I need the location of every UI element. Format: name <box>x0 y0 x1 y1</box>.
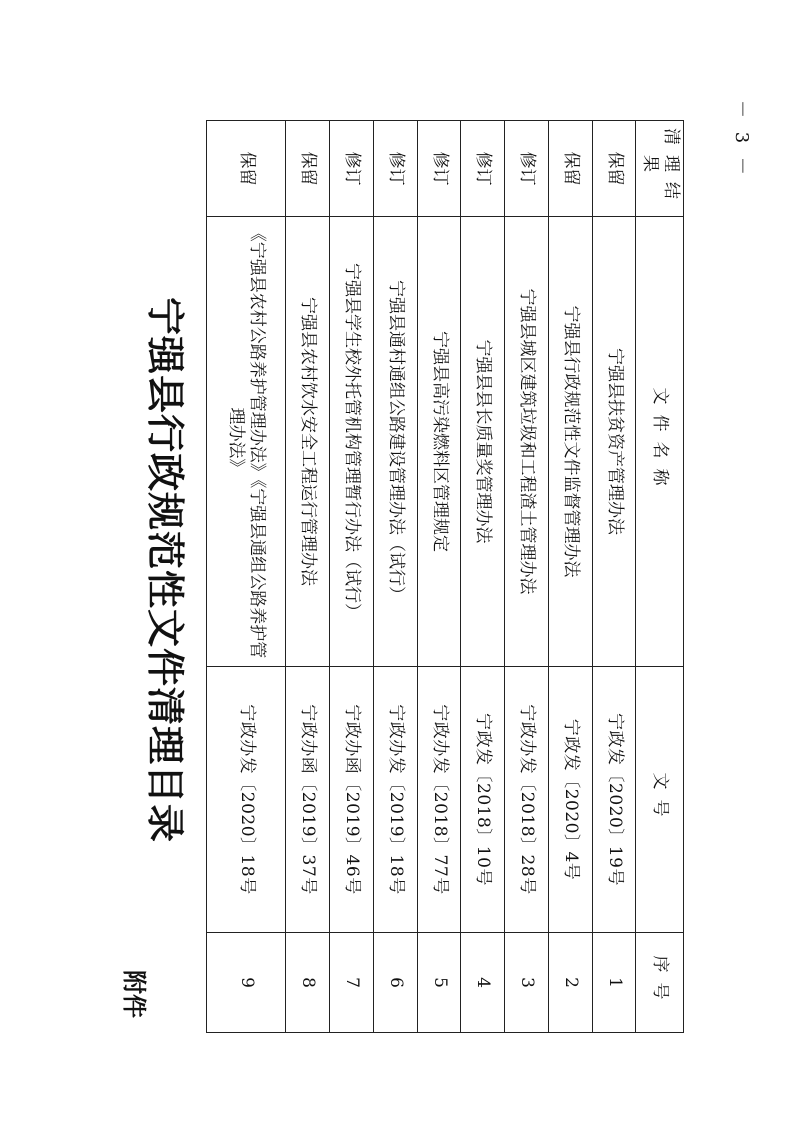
cell-doc-name: 宁强县通村通组公路建设管理办法（试行） <box>373 217 417 667</box>
cell-doc-no: 宁政办发〔2020〕18号 <box>207 667 286 933</box>
cell-doc-no: 宁政发〔2020〕4号 <box>548 667 592 933</box>
cell-seq: 2 <box>548 933 592 1033</box>
cell-result: 保留 <box>548 121 592 217</box>
cell-doc-no: 宁政发〔2018〕10号 <box>461 667 505 933</box>
cell-seq: 8 <box>286 933 330 1033</box>
cell-seq: 5 <box>417 933 461 1033</box>
cell-doc-name: 宁强县农村饮水安全工程运行管理办法 <box>286 217 330 667</box>
cell-seq: 1 <box>592 933 636 1033</box>
cell-doc-no: 宁政办发〔2019〕18号 <box>373 667 417 933</box>
cell-doc-no: 宁政办函〔2019〕37号 <box>286 667 330 933</box>
table-row <box>592 121 636 1033</box>
cell-doc-name: 宁强县城区建筑垃圾和工程渣土管理办法 <box>505 217 549 667</box>
cell-result: 修订 <box>461 121 505 217</box>
table-row <box>330 121 374 1033</box>
cell-seq: 6 <box>373 933 417 1033</box>
catalog-table <box>206 120 684 1033</box>
cell-result: 修订 <box>330 121 374 217</box>
cell-seq: 7 <box>330 933 374 1033</box>
cell-doc-name: 宁强县学生校外托管机构管理暂行办法（试行） <box>330 217 374 667</box>
cell-result: 保留 <box>592 121 636 217</box>
page-number: － 3 － <box>731 100 752 179</box>
cell-seq: 9 <box>207 933 286 1033</box>
cell-result: 修订 <box>505 121 549 217</box>
header-seq: 序号 <box>636 933 684 1033</box>
cell-seq: 4 <box>461 933 505 1033</box>
table-row <box>548 121 592 1033</box>
page-title: 宁强县行政规范性文件清理目录 <box>143 296 188 843</box>
cell-doc-name: 宁强县行政规范性文件监督管理办法 <box>548 217 592 667</box>
cell-result: 修订 <box>373 121 417 217</box>
cell-seq: 3 <box>505 933 549 1033</box>
attachment-label: 附件 <box>120 970 149 1018</box>
cell-doc-no: 宁政发〔2020〕19号 <box>592 667 636 933</box>
cell-doc-name: 宁强县高污染燃料区管理规定 <box>417 217 461 667</box>
cell-doc-name: 《宁强县农村公路养护管理办法》《宁强县通组公路养护管理办法》 <box>207 217 286 667</box>
table-row <box>417 121 461 1033</box>
table-row <box>461 121 505 1033</box>
table-row <box>373 121 417 1033</box>
header-doc-name: 文件名称 <box>636 217 684 667</box>
cell-doc-name: 宁强县县长质量奖管理办法 <box>461 217 505 667</box>
table-row <box>207 121 286 1033</box>
header-result: 清理结果 <box>636 121 684 217</box>
cell-doc-name: 宁强县扶贫资产管理办法 <box>592 217 636 667</box>
cell-result: 保留 <box>207 121 286 217</box>
cell-result: 修订 <box>417 121 461 217</box>
cell-result: 保留 <box>286 121 330 217</box>
table-row <box>505 121 549 1033</box>
cell-doc-no: 宁政办函〔2019〕46号 <box>330 667 374 933</box>
header-doc-no: 文号 <box>636 667 684 933</box>
table-header-row <box>636 121 684 1033</box>
table-row <box>286 121 330 1033</box>
cell-doc-no: 宁政办发〔2018〕28号 <box>505 667 549 933</box>
cell-doc-no: 宁政办发〔2018〕77号 <box>417 667 461 933</box>
